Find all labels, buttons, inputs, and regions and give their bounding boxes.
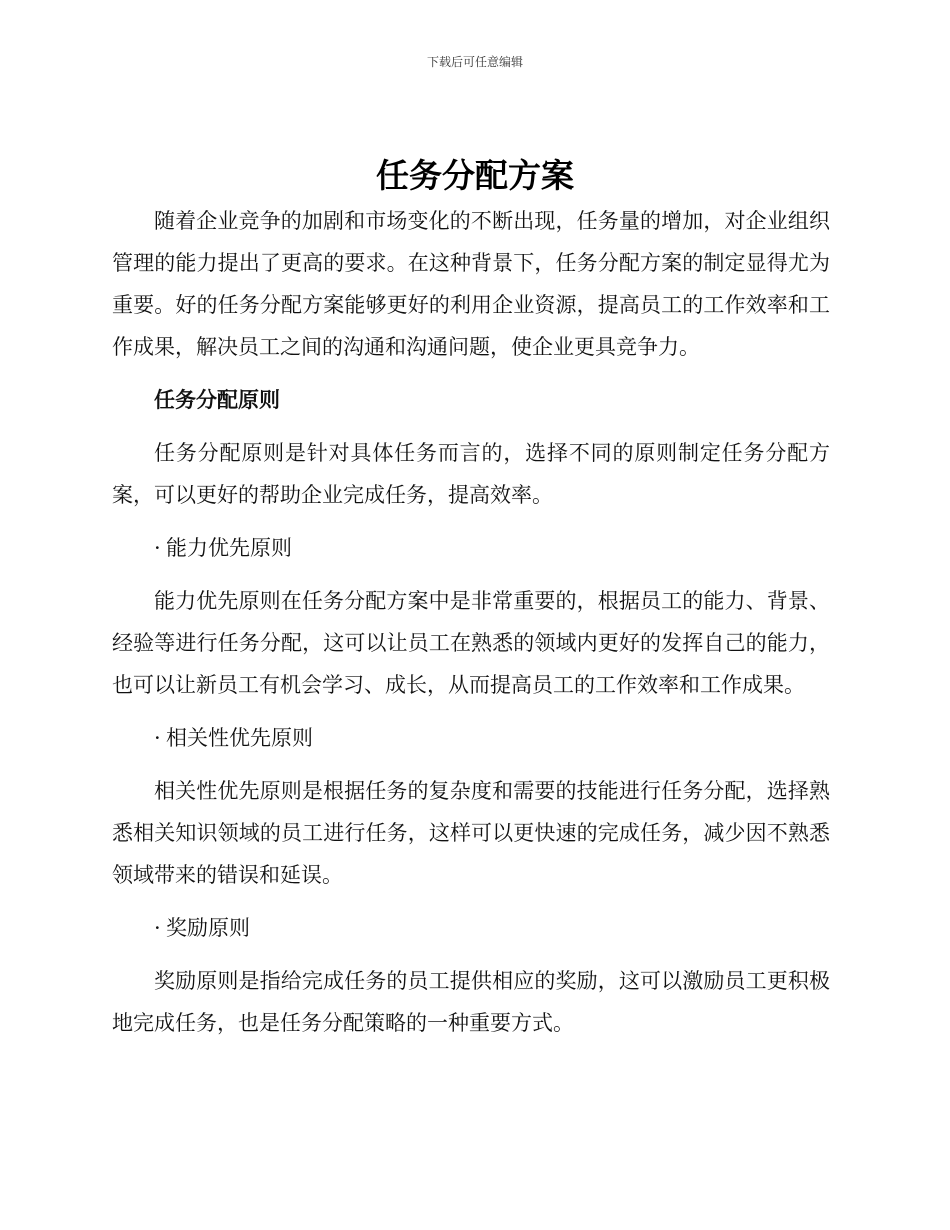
document-title: 任务分配方案 <box>376 156 574 195</box>
principle-paragraph-reward: 奖励原则是指给完成任务的员工提供相应的奖励，这可以激励员工更积极地完成任务，也是任务分配策略的一种重要方式。 <box>112 969 830 1035</box>
principle-paragraph-relevance: 相关性优先原则是根据任务的复杂度和需要的技能进行任务分配，选择熟悉相关知识领域的员工进行任务，这样可以更快速的完成任务，减少因不熟悉领域带来的错误和延误。 <box>112 779 830 887</box>
principle-heading-reward <box>112 907 830 949</box>
bullet-dot: · <box>154 916 161 940</box>
principle-name: 相关性优先原则 <box>166 726 313 750</box>
bullet-dot: · <box>154 726 161 750</box>
principle-paragraph-ability: 能力优先原则在任务分配方案中是非常重要的，根据员工的能力、背景、经验等进行任务分配，这可以让员工在熟悉的领域内更好的发挥自己的能力，也可以让新员工有机会学习、成长，从而提高员工的工作效率和工作成果。 <box>112 589 830 697</box>
principle-heading-ability <box>112 527 830 569</box>
principle-name: 能力优先原则 <box>166 536 292 560</box>
section-heading: 任务分配原则 <box>154 388 280 412</box>
document-body <box>112 200 830 1055</box>
principle-name: 奖励原则 <box>166 916 250 940</box>
bullet-dot: · <box>154 536 161 560</box>
header-note: 下载后可任意编辑 <box>426 55 523 69</box>
intro-paragraph: 随着企业竞争的加剧和市场变化的不断出现，任务量的增加，对企业组织管理的能力提出了更高的要求。在这种背景下，任务分配方案的制定显得尤为重要。好的任务分配方案能够更好的利用企业资源，提高员工的工作效率和工作成果，解决员工之间的沟通和沟通问题，使企业更具竞争力。 <box>112 209 830 359</box>
section-intro-paragraph: 任务分配原则是针对具体任务而言的，选择不同的原则制定任务分配方案，可以更好的帮助企业完成任务，提高效率。 <box>112 441 830 507</box>
principle-heading-relevance <box>112 717 830 759</box>
